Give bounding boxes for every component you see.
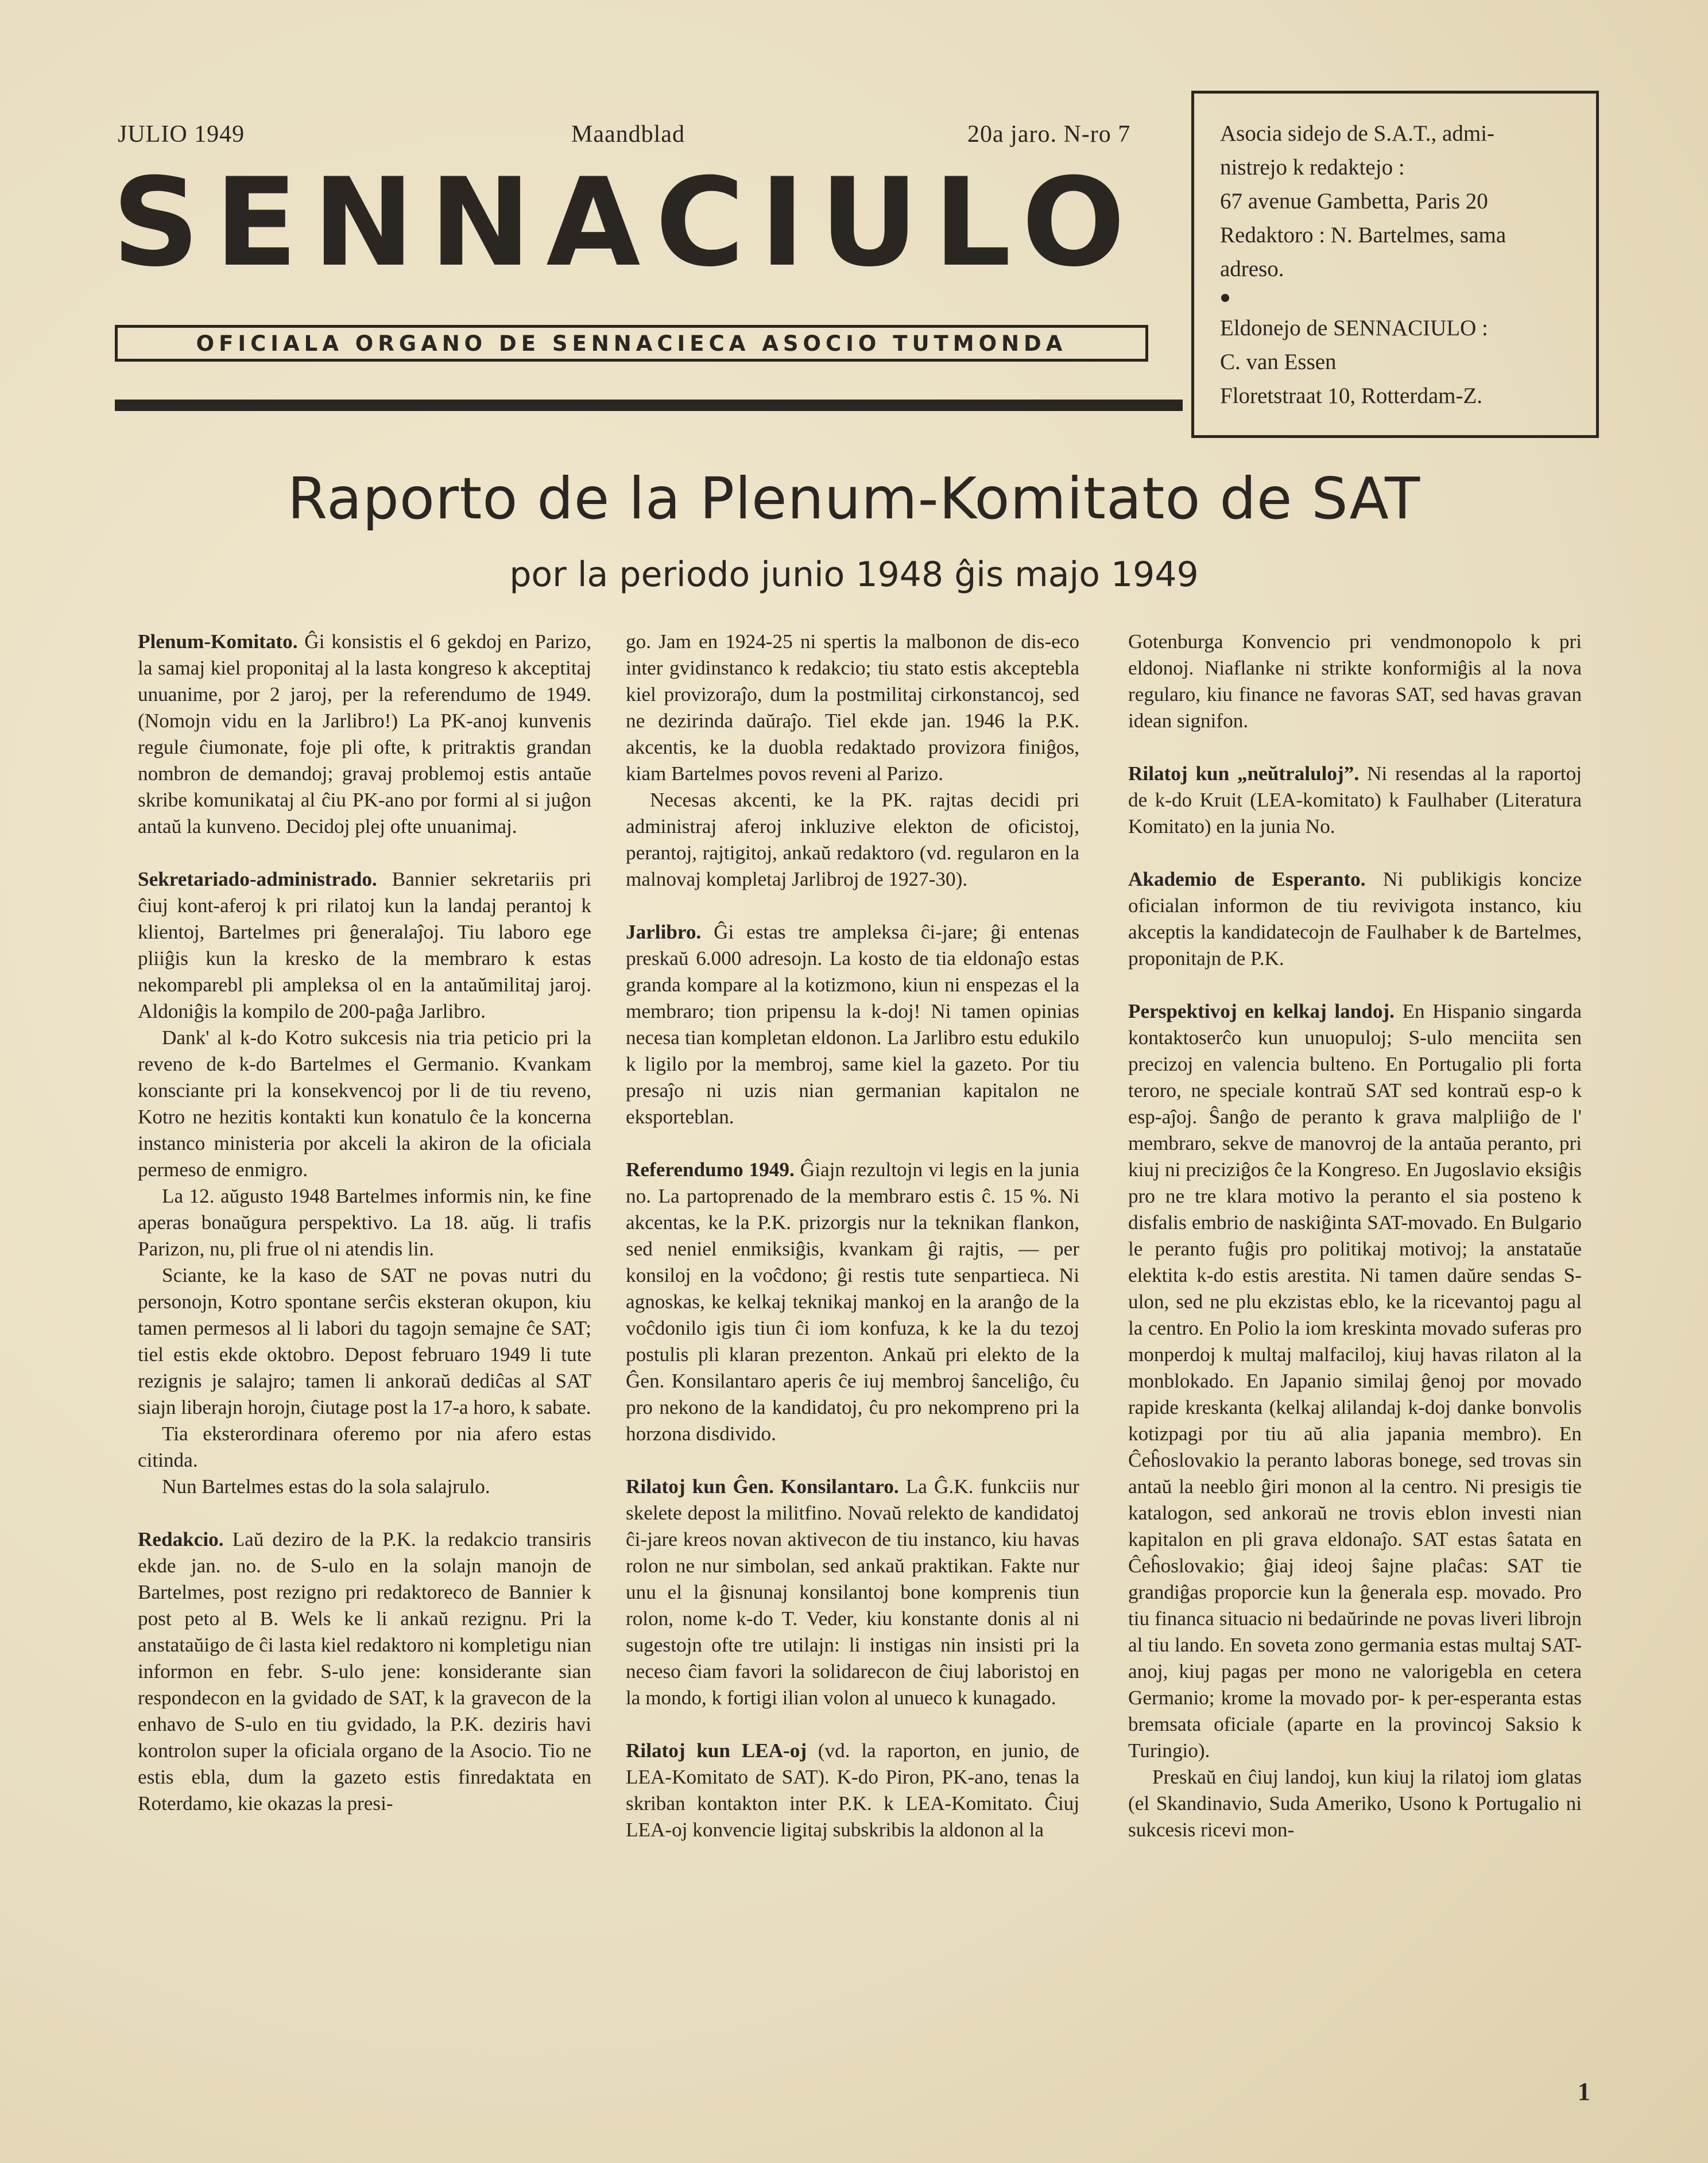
paragraph-text: Tia eksterordinara oferemo por nia afero estas citinda. [138, 1422, 591, 1471]
article-column-2 [626, 629, 1079, 2110]
article-paragraph [138, 866, 591, 1025]
info-line: C. van Essen [1220, 350, 1337, 374]
info-line: Eldonejo de SENNACIULO : [1220, 316, 1488, 340]
article-paragraph [626, 1157, 1079, 1447]
section-heading: Rilatoj kun Ĝen. Konsilantaro. [626, 1475, 899, 1498]
article-paragraph [626, 1738, 1079, 1843]
info-line: 67 avenue Gambetta, Paris 20 [1220, 189, 1488, 214]
paragraph-text: Ni resendas al la raportoj de k-do Kruit (LEA-komitato) k Faulhaber (Literatura Komitato) en la junia No. [1128, 762, 1582, 838]
article-paragraph [1128, 866, 1582, 972]
article-paragraph [1128, 761, 1582, 840]
section-heading: Rilatoj kun „neŭtraluloj”. [1128, 762, 1360, 785]
article-paragraph [626, 919, 1079, 1130]
article-paragraph [626, 629, 1079, 787]
article-paragraph [138, 1421, 591, 1474]
section-heading: Rilatoj kun LEA-oj [626, 1739, 807, 1762]
article-column-1 [138, 629, 591, 2110]
paragraph-text: La Ĝ.K. funkciis nur skelete depost la militfino. Novaŭ relekto de kandidatoj ĉi-jare kreos novan aktivecon de tiu instanco, kiu havas rolon ne nur simbolan, sed ankaŭ praktikan. Fakte nur unu el la ĝisnunaj konsilantoj bone komprenis tiun rolon, nome k-do T. Veder, kiu konstante donis al ni sugestojn ofte tre utilajn: li instigas nin insisti pri la neceso ĉiam favori la solidarecon de ĉiuj laboristoj en la mondo, k fortigi ilian volon al unueco k kunagado. [626, 1475, 1079, 1709]
newspaper-subtitle: OFICIALA ORGANO DE SENNACIECA ASOCIO TUTMONDA [115, 325, 1148, 362]
section-heading: Sekretariado-administrado. [138, 868, 377, 890]
bullet-icon [1221, 294, 1229, 302]
article-paragraph [626, 787, 1079, 893]
section-heading: Referendumo 1949. [626, 1158, 795, 1181]
info-line: Redaktoro : N. Bartelmes, sama [1220, 223, 1506, 247]
info-line: adreso. [1220, 257, 1284, 281]
section-heading: Perspektivoj en kelkaj landoj. [1128, 1000, 1395, 1022]
article-paragraph [138, 1183, 591, 1262]
article-paragraph [626, 1474, 1079, 1711]
info-line: nistrejo k redaktejo : [1220, 155, 1405, 180]
article-paragraph [1128, 629, 1582, 734]
article-paragraph [138, 1262, 591, 1421]
paragraph-text: Necesas akcenti, ke la PK. rajtas decidi pri administraj aferoj inkluzive elekton de oficistoj, perantoj, rajtigitoj, ankaŭ redaktoro (vd. regularon en la malnovaj kompletaj Jarlibroj de 1927-30). [626, 789, 1079, 890]
paragraph-text: Preskaŭ en ĉiuj landoj, kun kiuj la rilatoj iom glatas (el Skandinavio, Suda Ameriko, Usono k Portugalio ni sukcesis ricevi mon- [1128, 1766, 1582, 1841]
paragraph-text: Ĝi konsistis el 6 gekdoj en Parizo, la samaj kiel proponitaj al la lasta kongreso k akceptitaj unuanime, por 2 jaroj, per la referendumo de 1949. (Nomojn vidu en la Jarlibro!) La PK-anoj kunvenis regule ĉiumonate, foje pli ofte, k pritraktis grandan nombron de demandoj; gravaj problemoj estis antaŭe skribe komunikataj al ĉiu PK-ano por formi al si juĝon antaŭ la kunveno. Decidoj plej ofte unuanimaj. [138, 630, 591, 838]
paragraph-text: Sciante, ke la kaso de SAT ne povas nutri du personojn, Kotro spontane serĉis eksteran okupon, kiu tamen permesos al li labori du tagojn semajne ĉe SAT; tiel estis ekde oktobro. Depost februaro 1949 li tute rezignis je salajro; tamen li ankoraŭ dediĉas al SAT siajn liberajn horojn, ĉiutage post la 17-a horo, k sabate. [138, 1264, 591, 1418]
article-paragraph [138, 1526, 591, 1817]
paragraph-text: En Hispanio singarda kontaktoserĉo kun unuopuloj; S-ulo menciita sen precizoj en valencia bulteno. En Portugalio pli forta teroro, ne speciale kontraŭ SAT sed kontraŭ esp-o k esp-aĵoj. Ŝanĝo de peranto k grava malpliiĝo de l' membraro, sekve de manovroj de la antaŭa peranto, pri kiuj ni preciziĝos ĉe la Kongreso. En Jugoslavio eksiĝis pro ne tre klara motivo la peranto el sia posteno k disfalis embrio de naskiĝinta SAT-movado. En Bulgario le peranto fuĝis pro politikaj motivoj; la anstataŭe elektita k-do estis arestita. Ni tamen daŭre sendas S-ulon, sed ne plu ekzistas eblo, ke la ricevantoj pagu al la centro. En Polio la iom kreskinta movado suferas pro monperdoj k multaj malfaciloj, kiuj havas rilaton al la monblokado. En Japanio similaj ĝenoj por movado rapide kreskanta (kelkaj alilandaj k-doj danke bonvolis kotizpagi por tiu aŭ alia japania membro). En Ĉeĥoslovakio la peranto laboras bonege, sed trovas sin antaŭ la neeblo ĝiri monon al la centro. Ni presigis tie katalogon, sed ankoraŭ ne trovis eblon investi nian kapitalon en pli grava eldonaĵo. SAT estas ŝatata en Ĉeĥoslovakio; ĝiaj ideoj ŝajne plaĉas: SAT tie grandiĝas proporcie kun la ĝenerala esp. movado. Pro tiu financa situacio ni bedaŭrinde ne povas liveri librojn al tiu lando. En soveta zono germania estas multaj SAT-anoj, kiuj pagas per mono ne valorigebla en cetera Germanio; krome la movado por- k per-esperanta estas bremsata oficiale (aparte en la provincoj Saksio k Turingio). [1128, 1000, 1582, 1762]
address-info-box [1191, 91, 1599, 438]
section-heading: Plenum-Komitato. [138, 630, 298, 653]
masthead-rule [115, 400, 1183, 411]
paragraph-text: Laŭ deziro de la P.K. la redakcio transiris ekde jan. no. de S-ulo en la solajn manojn de Bartelmes, post rezigno pri redaktoreco de Bannier k post peto al B. Wels ke li ankaŭ rezignu. Pri la anstataŭigo de ĉi lasta kiel redaktoro ni kompletigu nian informon en febr. S-ulo jene: konsiderante sian respondecon en la gvidado de SAT, k la gravecon de la enhavo de S-ulo en tiu gvidado, la P.K. deziris havi kontrolon super la oficiala organo de la Asocio. Tio ne estis ebla, dum la gazeto estis finredaktata en Roterdamo, kie okazas la presi- [138, 1528, 591, 1815]
section-heading: Jarlibro. [626, 921, 702, 943]
article-subhead: por la periodo junio 1948 ĝis majo 1949 [509, 555, 1199, 595]
article-paragraph [1128, 1764, 1582, 1843]
issue-number: 20a jaro. N-ro 7 [967, 121, 1131, 148]
paragraph-text: (vd. la raporton, en junio, de LEA-Komitato de SAT). K-do Piron, PK-ano, tenas la skriban kontakton inter P.K. k LEA-Komitato. Ĉiuj LEA-oj konvencie ligitaj subskribis la aldonon al la [626, 1739, 1079, 1841]
paragraph-text: La 12. aŭgusto 1948 Bartelmes informis nin, ke fine aperas bonaŭgura perspektivo. La 18. aŭg. li trafis Parizon, nu, pli frue ol ni atendis lin. [138, 1185, 591, 1260]
paragraph-text: Ĝi estas tre ampleksa ĉi-jare; ĝi entenas preskaŭ 6.000 adresojn. La kosto de tia eldonaĵo estas granda kompare al la kotizmono, kiun ni enspezas el la membraro; tion pripensu la k-doj! Ni tamen opinias necesa tian kompletan eldonon. La Jarlibro estu edukilo k ligilo por la membroj, same kiel la gazeto. Por tiu presaĵo ni uzis nian germanian kapitalon ne eksporteblan. [626, 921, 1079, 1128]
article-paragraph [138, 1474, 591, 1500]
article-paragraph [138, 1025, 591, 1183]
paragraph-text: Gotenburga Konvencio pri vendmonopolo k pri eldonoj. Niaflanke ni strikte konformiĝis al la nova regularo, kiu finance ne favoras SAT, sed havas gravan idean signifon. [1128, 630, 1582, 732]
newspaper-title: SENNACIULO [112, 152, 1140, 293]
page-number: 1 [1578, 2077, 1590, 2106]
paragraph-text: Ni publikigis koncize oficialan informon de tiu revivigota instanco, kiu akceptis la kandidatecojn de Faulhaber k de Bartelmes, proponitajn de P.K. [1128, 868, 1582, 970]
section-heading: Redakcio. [138, 1528, 224, 1550]
article-column-3 [1128, 629, 1582, 2110]
paragraph-text: Dank' al k-do Kotro sukcesis nia tria peticio pri la reveno de k-do Bartelmes el Germanio. Kvankam konsciante pri la konsekvencoj por li de tiu reveno, Kotro ne hezitis kontakti kun konatulo ĉe la koncerna instanco ministeria por akceli la akiron de la oficiala permeso de enmigro. [138, 1026, 591, 1181]
publication-type: Maandblad [571, 121, 685, 148]
issue-date: JULIO 1949 [118, 121, 245, 148]
paragraph-text: Nun Bartelmes estas do la sola salajrulo. [162, 1475, 490, 1498]
paragraph-text: go. Jam en 1924-25 ni spertis la malbonon de dis-eco inter gvidinstanco k redakcio; tiu stato estis akceptebla kiel provizoraĵo, dum la postmilitaj cirkonstancoj, sed ne dezirinda daŭraĵo. Tiel ekde jan. 1946 la P.K. akcentis, ke la duobla redaktado provizora finiĝos, kiam Bartelmes povos reveni al Parizo. [626, 630, 1079, 785]
paragraph-text: Ĝiajn rezultojn vi legis en la junia no. La partoprenado de la membraro estis ĉ. 15 %. Ni akcentas, ke la P.K. prizorgis nur la teknikan flankon, sed neniel enmiksiĝis, kvankam ĝi rajtis, — per konsiloj en la voĉdono; ĝi restis tute senpartieca. Ni agnoskas, ke kelkaj teknikaj mankoj en la aranĝo de la voĉdonilo igis tiun ĉi iom konfuza, k ke la du tezoj postulis pli klaran prezenton. Ankaŭ pri elekto de la Ĝen. Konsilantaro aperis ĉe iuj membroj ŝanceliĝo, ĉu pro nekono de la kandidatoj, ĉu pro nekompreno pri la horzona disdivido. [626, 1158, 1079, 1445]
section-heading: Akademio de Esperanto. [1128, 868, 1366, 890]
article-paragraph [138, 629, 591, 840]
article-paragraph [1128, 998, 1582, 1764]
article-headline: Raporto de la Plenum-Komitato de SAT [287, 465, 1421, 532]
info-line: Floretstraat 10, Rotterdam-Z. [1220, 383, 1483, 408]
paragraph-text: Bannier sekretariis pri ĉiuj kont-aferoj k pri rilatoj kun la landaj perantoj k klientoj, Bartelmes pri ĝeneralaĵoj. Tiu laboro ege pliiĝis kun la kresko de la membraro k estas nekomparebl pli ampleksa ol en la antaŭmilitaj jaroj. Aldoniĝis la kompilo de 200-paĝa Jarlibro. [138, 868, 591, 1022]
info-line: Asocia sidejo de S.A.T., admi- [1220, 121, 1495, 146]
